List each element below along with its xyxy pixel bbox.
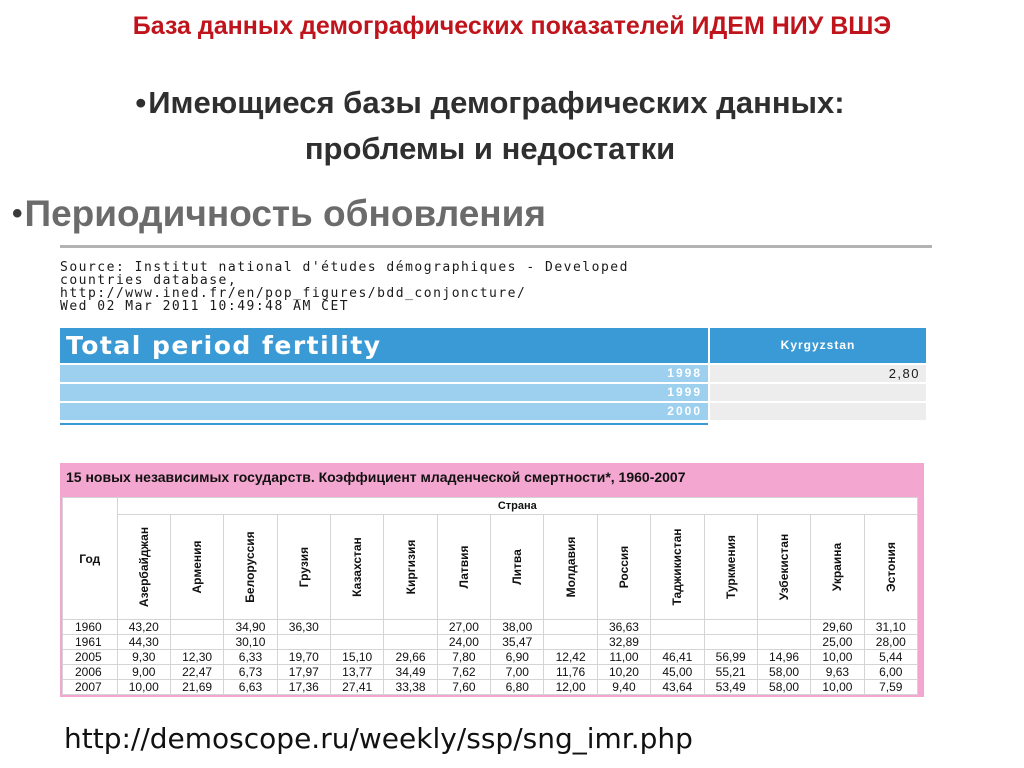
value-cell: 25,00 bbox=[811, 635, 864, 650]
country-name: Грузия bbox=[296, 546, 311, 588]
source-line: countries database, bbox=[60, 273, 238, 288]
value-cell: 6,90 bbox=[491, 650, 544, 665]
value-cell: 7,00 bbox=[491, 665, 544, 680]
source-link[interactable]: http://demoscope.ru/weekly/ssp/sng_imr.php bbox=[64, 722, 693, 755]
value-cell: 7,62 bbox=[437, 665, 490, 680]
value-cell: 44,30 bbox=[117, 635, 170, 650]
value-cell: 22,47 bbox=[170, 665, 223, 680]
bullet-icon: • bbox=[135, 85, 147, 120]
value-cell: 31,10 bbox=[864, 620, 917, 635]
value-cell: 6,00 bbox=[864, 665, 917, 680]
value-cell bbox=[757, 620, 810, 635]
value-cell: 55,21 bbox=[704, 665, 757, 680]
value-cell: 34,49 bbox=[384, 665, 437, 680]
country-name: Киргизия bbox=[403, 539, 418, 595]
subtitle-line-2: проблемы и недостатки bbox=[304, 131, 676, 166]
country-column-header bbox=[491, 515, 544, 620]
country-name: Эстония bbox=[883, 542, 898, 592]
value-cell: 6,80 bbox=[491, 680, 544, 695]
ined-table-title: Total period fertility bbox=[60, 328, 708, 363]
value-cell: 43,64 bbox=[651, 680, 704, 695]
value-cell: 12,42 bbox=[544, 650, 597, 665]
country-name: Азербайджан bbox=[136, 526, 151, 608]
ined-value-cell bbox=[710, 403, 926, 420]
country-column-header bbox=[117, 515, 170, 620]
value-cell: 12,00 bbox=[544, 680, 597, 695]
value-cell bbox=[544, 620, 597, 635]
country-column-header bbox=[544, 515, 597, 620]
country-column-header bbox=[224, 515, 277, 620]
table-row bbox=[63, 620, 918, 635]
value-cell: 12,30 bbox=[170, 650, 223, 665]
value-cell bbox=[331, 635, 384, 650]
value-cell: 30,10 bbox=[224, 635, 277, 650]
value-cell: 36,30 bbox=[277, 620, 330, 635]
value-cell: 46,41 bbox=[651, 650, 704, 665]
value-cell bbox=[704, 620, 757, 635]
year-cell: 2005 bbox=[63, 650, 118, 665]
table-row bbox=[63, 665, 918, 680]
country-name: Таджикистан bbox=[670, 528, 685, 606]
value-cell: 13,77 bbox=[331, 665, 384, 680]
slide-header-title: База данных демографических показателей ИДЕМ НИУ ВШЭ bbox=[132, 12, 892, 40]
table-row bbox=[63, 650, 918, 665]
country-column-header bbox=[811, 515, 864, 620]
ined-year-cell: 1998 bbox=[60, 365, 708, 382]
value-cell: 53,49 bbox=[704, 680, 757, 695]
country-name: Казахстан bbox=[350, 537, 365, 597]
value-cell: 17,36 bbox=[277, 680, 330, 695]
table-row bbox=[63, 680, 918, 695]
value-cell: 43,20 bbox=[117, 620, 170, 635]
ined-source-text bbox=[60, 261, 920, 313]
value-cell: 36,63 bbox=[597, 620, 650, 635]
value-cell: 58,00 bbox=[757, 680, 810, 695]
country-column-header bbox=[757, 515, 810, 620]
ined-year-cell: 2000 bbox=[60, 403, 708, 420]
value-cell: 10,00 bbox=[811, 680, 864, 695]
value-cell: 35,47 bbox=[491, 635, 544, 650]
value-cell: 11,00 bbox=[597, 650, 650, 665]
value-cell: 10,20 bbox=[597, 665, 650, 680]
bullet-icon: • bbox=[12, 197, 23, 230]
value-cell bbox=[651, 620, 704, 635]
year-cell: 1961 bbox=[63, 635, 118, 650]
value-cell: 14,96 bbox=[757, 650, 810, 665]
value-cell: 34,90 bbox=[224, 620, 277, 635]
value-cell: 29,60 bbox=[811, 620, 864, 635]
country-group-header: Страна bbox=[117, 498, 917, 515]
value-cell: 29,66 bbox=[384, 650, 437, 665]
value-cell: 5,44 bbox=[864, 650, 917, 665]
value-cell: 9,30 bbox=[117, 650, 170, 665]
value-cell: 9,63 bbox=[811, 665, 864, 680]
value-cell bbox=[331, 620, 384, 635]
value-cell: 38,00 bbox=[491, 620, 544, 635]
year-cell: 1960 bbox=[63, 620, 118, 635]
country-column-header bbox=[864, 515, 917, 620]
country-name: Армения bbox=[190, 540, 205, 594]
value-cell bbox=[544, 635, 597, 650]
ined-year-cell: 1999 bbox=[60, 384, 708, 401]
country-name: Россия bbox=[616, 545, 631, 589]
section-heading bbox=[12, 193, 546, 235]
country-column-header bbox=[384, 515, 437, 620]
value-cell: 28,00 bbox=[864, 635, 917, 650]
country-column-header bbox=[170, 515, 223, 620]
source-line: http://www.ined.fr/en/pop_figures/bdd_conjoncture/ bbox=[60, 286, 527, 301]
value-cell: 7,80 bbox=[437, 650, 490, 665]
ined-screenshot bbox=[60, 245, 932, 427]
year-cell: 2006 bbox=[63, 665, 118, 680]
value-cell: 33,38 bbox=[384, 680, 437, 695]
value-cell: 7,60 bbox=[437, 680, 490, 695]
source-line: Source: Institut national d'études démographiques - Developed bbox=[60, 260, 629, 275]
value-cell bbox=[704, 635, 757, 650]
source-line: Wed 02 Mar 2011 10:49:48 AM CET bbox=[60, 299, 350, 314]
divider bbox=[60, 245, 932, 248]
ined-value-cell bbox=[710, 384, 926, 401]
value-cell bbox=[757, 635, 810, 650]
ined-value-cell: 2,80 bbox=[710, 365, 926, 382]
value-cell bbox=[651, 635, 704, 650]
value-cell: 17,97 bbox=[277, 665, 330, 680]
year-column-header: Год bbox=[63, 498, 118, 620]
value-cell: 9,40 bbox=[597, 680, 650, 695]
value-cell: 58,00 bbox=[757, 665, 810, 680]
country-column-header bbox=[704, 515, 757, 620]
value-cell: 15,10 bbox=[331, 650, 384, 665]
infant-mortality-table-title: 15 новых независимых государств. Коэффициент младенческой смертности*, 1960-2007 bbox=[66, 469, 686, 485]
country-name: Латвия bbox=[456, 545, 471, 589]
country-name: Туркмения bbox=[723, 535, 738, 599]
country-name: Литва bbox=[510, 549, 525, 585]
value-cell: 45,00 bbox=[651, 665, 704, 680]
year-cell: 2007 bbox=[63, 680, 118, 695]
country-name: Украина bbox=[830, 542, 845, 592]
country-column-header bbox=[651, 515, 704, 620]
country-column-header bbox=[437, 515, 490, 620]
country-name: Молдавия bbox=[563, 536, 578, 598]
value-cell: 6,73 bbox=[224, 665, 277, 680]
country-name: Белоруссия bbox=[243, 531, 258, 603]
country-column-header bbox=[597, 515, 650, 620]
ined-country-header: Kyrgyzstan bbox=[710, 328, 926, 363]
value-cell: 24,00 bbox=[437, 635, 490, 650]
value-cell bbox=[170, 620, 223, 635]
value-cell: 19,70 bbox=[277, 650, 330, 665]
value-cell bbox=[170, 635, 223, 650]
infant-mortality-table-block bbox=[60, 463, 924, 697]
value-cell: 9,00 bbox=[117, 665, 170, 680]
country-name: Узбекистан bbox=[777, 533, 792, 601]
country-column-header bbox=[277, 515, 330, 620]
value-cell: 32,89 bbox=[597, 635, 650, 650]
section-heading-text: Периодичность обновления bbox=[24, 193, 546, 234]
value-cell: 27,41 bbox=[331, 680, 384, 695]
value-cell: 27,00 bbox=[437, 620, 490, 635]
infant-mortality-table bbox=[62, 497, 918, 695]
subtitle-line-1: Имеющиеся базы демографических данных: bbox=[148, 85, 845, 120]
slide-subtitle bbox=[80, 80, 900, 172]
value-cell bbox=[384, 620, 437, 635]
value-cell bbox=[384, 635, 437, 650]
divider bbox=[60, 423, 708, 425]
value-cell: 56,99 bbox=[704, 650, 757, 665]
value-cell: 7,59 bbox=[864, 680, 917, 695]
value-cell: 10,00 bbox=[811, 650, 864, 665]
value-cell: 21,69 bbox=[170, 680, 223, 695]
country-column-header bbox=[331, 515, 384, 620]
value-cell: 11,76 bbox=[544, 665, 597, 680]
value-cell: 10,00 bbox=[117, 680, 170, 695]
value-cell: 6,63 bbox=[224, 680, 277, 695]
value-cell: 6,33 bbox=[224, 650, 277, 665]
value-cell bbox=[277, 635, 330, 650]
table-row bbox=[63, 635, 918, 650]
